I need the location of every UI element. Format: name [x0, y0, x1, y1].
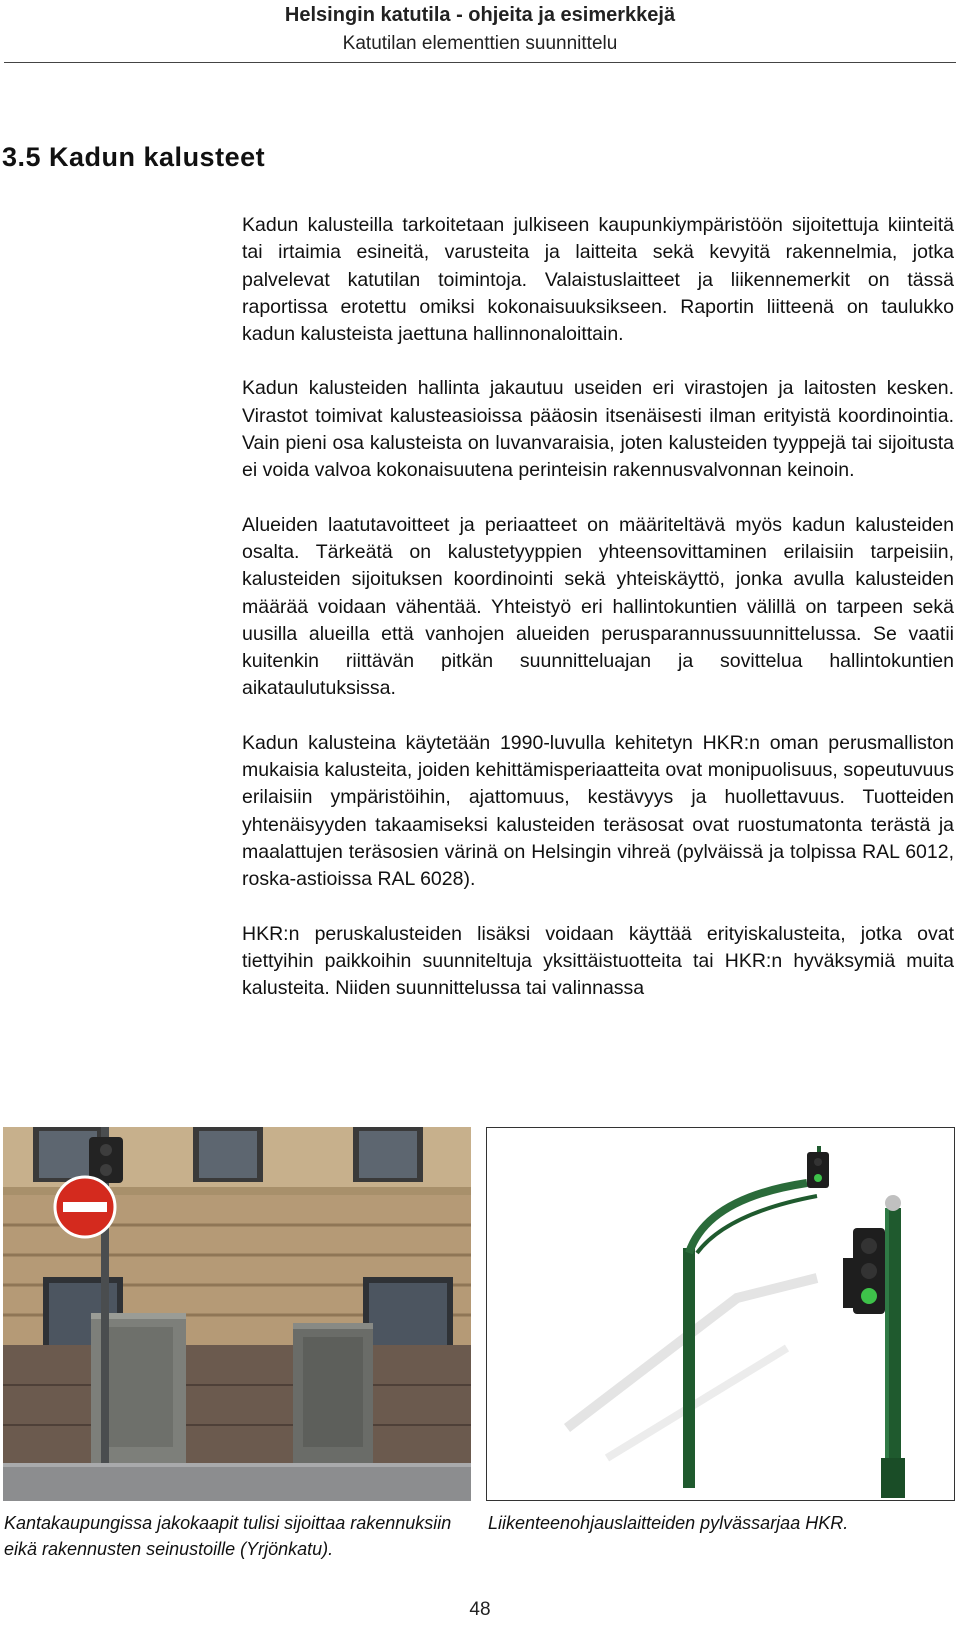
- body-text: [242, 212, 954, 1029]
- traffic-light-render-icon: [486, 1127, 955, 1501]
- paragraph: Alueiden laatutavoitteet ja periaatteet on määriteltävä myös kadun kalusteiden osalta. Tärkeätä on kalustetyyppien yhteensovittaminen erilaisiin tarpeisiin, kalusteiden sijoituksen koordinointi sekä yhteiskäyttö, jonka avulla kalusteiden määrää voidaan vähentää. Yhteistyö eri hallintokuntien välillä on tarpeen sekä uusilla alueilla että vanhojen alueiden perusparannussuunnittelussa. Se vaatii kuitenkin riittävän pitkän suunnitteluajan ja sovittelua hallintokuntien aikataulutuksissa.: [242, 513, 954, 700]
- paragraph: Kadun kalusteiden hallinta jakautuu useiden eri virastojen ja laitosten kesken. Virastot toimivat kalusteasioissa pääosin itsenäisesti ilman erityistä koordinointia. Vain pieni osa kalusteista on luvanvaraisia, joten kalusteiden tyyppejä tai sijoitusta ei voida valvoa kokonaisuutena perinteisin rakennusvalvonnan keinoin.: [242, 377, 954, 482]
- figure-caption: Liikenteenohjauslaitteiden pylvässarjaa HKR.: [488, 1513, 849, 1533]
- paragraph: HKR:n peruskalusteiden lisäksi voidaan käyttää erityiskalusteita, jotka ovat tiettyihin paikkoihin suunniteltuja yksittäistuotteita tai HKR:n hyväksymiä muita kalusteita. Niiden suunnittelussa tai valinnassa: [242, 922, 954, 1000]
- paragraph: Kadun kalusteina käytetään 1990-luvulla kehitetyn HKR:n oman perusmalliston mukaisia kalusteita, joiden kehittämisperiaatteita ovat monipuolisuus, sopeutuvuus erilaisiin ympäristöihin, ajattomuus, kestävyys ja huollettavuus. Tuotteiden yhtenäisyyden takaamiseksi kalusteiden teräsosat ovat ruostumatonta terästä ja maalattujen teräsosien värinä on Helsingin vihreä (pylväissä ja tolpissa RAL 6012, roska-astioissa RAL 6028).: [242, 731, 954, 891]
- document-subtitle: Katutilan elementtien suunnittelu: [342, 33, 618, 54]
- street-photo-icon: [3, 1127, 471, 1501]
- paragraph: Kadun kalusteilla tarkoitetaan julkiseen kaupunkiympäristöön sijoitettuja kiinteitä tai irtaimia esineitä, varusteita ja laitteita sekä kevyitä rakennelmia, jotka palvelevat katutilan toimintoja. Valaistuslaitteet ja liikennemerkit on tässä raportissa erotettu omiksi kokonaisuuksikseen. Raportin liitteenä on taulukko kadun kalusteista jaettuna hallinnonaloittain.: [242, 214, 954, 346]
- header-divider: [4, 62, 956, 63]
- page-number: 48: [469, 1599, 491, 1620]
- figure-caption: Kantakaupungissa jakokaapit tulisi sijoittaa rakennuksiin eikä rakennusten seinustoille (Yrjönkatu).: [4, 1513, 452, 1559]
- document-title: Helsingin katutila - ohjeita ja esimerkkejä: [284, 4, 676, 26]
- section-heading: 3.5 Kadun kalusteet: [2, 142, 266, 172]
